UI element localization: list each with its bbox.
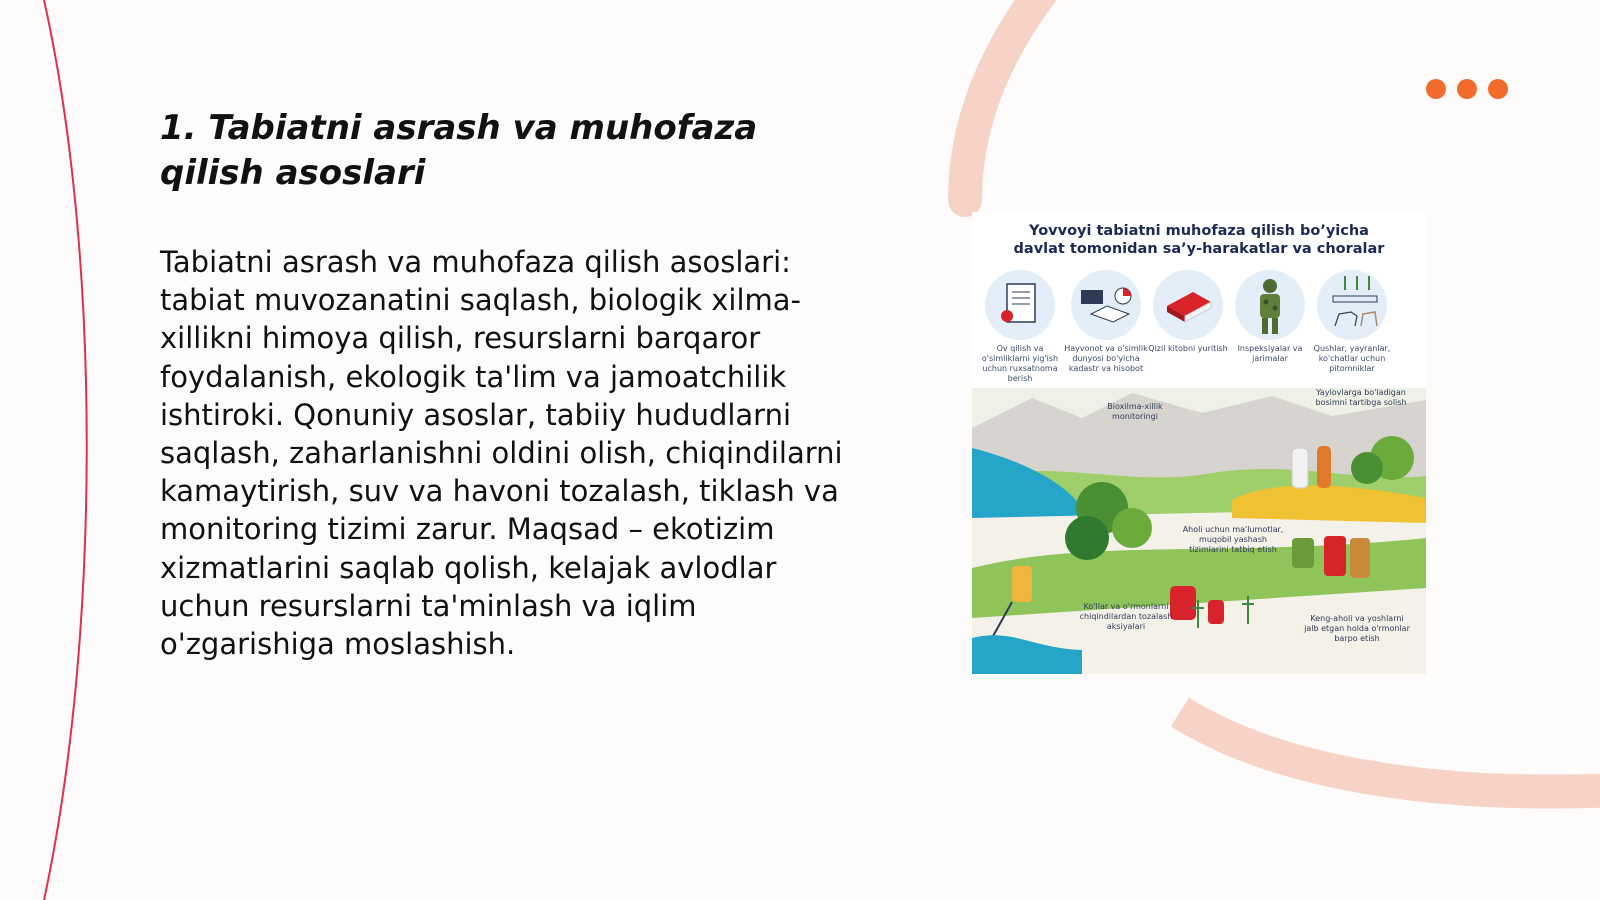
infographic-title-line-2: davlat tomonidan sa’y-harakatlar va choralar	[1013, 241, 1385, 257]
menu-dots	[1426, 79, 1508, 99]
dot-3	[1488, 79, 1508, 99]
icon-caption-permits: Ov qilish va o'simliklarni yig'ish uchun ruxsatnoma berish	[981, 344, 1059, 383]
infographic-title	[972, 222, 1426, 258]
dot-1	[1426, 79, 1446, 99]
icon-item-cadastre	[1062, 270, 1150, 374]
label-cleanup: Ko'llar va o'rmonlarni chiqindilardan tozalash aksiyalari	[1079, 602, 1173, 631]
icon-caption-nurseries: Qushlar, yayranlar, ko'chatlar uchun pitomniklar	[1313, 344, 1391, 373]
label-biodiversity: Bioxilma-xillik monitoringi	[1107, 402, 1163, 421]
dot-2	[1457, 79, 1477, 99]
wildlife-protection-infographic	[972, 212, 1426, 674]
permit-document-icon	[985, 270, 1055, 340]
icon-caption-cadastre: Hayvonot va o'simlik dunyosi bo'yicha kadastr va hisobot	[1064, 344, 1148, 373]
slide-body-text: Tabiatni asrash va muhofaza qilish asoslari: tabiat muvozanatini saqlash, biologik xilma-xillikni himoya qilish, resurslarni barqaror foydalanish, ekologik ta'lim va jamoatchilik ishtiroki. Qonuniy asoslar, tabiiy hududlarni saqlash, zaharlanishni oldini olish, chiqindilarni kamaytirish, suv va havoni tozalash, tiklash va monitoring tizimi zarur. Maqsad – ekotizim xizmatlarini saqlab qolish, kelajak avlodlar uchun resurslarni ta'minlash va iqlim o'zgarishiga moslashish.	[160, 245, 843, 662]
label-pastures: Yaylovlarga bo'ladigan bosimni tartibga solish	[1315, 388, 1407, 407]
nursery-icon	[1317, 270, 1387, 340]
left-curve-line	[44, 0, 87, 900]
icon-item-permits	[976, 270, 1064, 384]
inspector-icon	[1235, 270, 1305, 340]
icon-item-inspections	[1226, 270, 1314, 364]
icon-item-red-book	[1144, 270, 1232, 354]
icon-caption-red-book: Qizil kitobni yuritish	[1148, 344, 1228, 353]
bottom-arc	[1180, 712, 1600, 792]
slide-title: 1. Tabiatni asrash va muhofaza qilish asoslari	[160, 108, 758, 193]
label-volunteers: Keng-aholi va yoshlarni jalb etgan holda o'rmonlar barpo etish	[1304, 614, 1410, 643]
top-arc	[965, 0, 1043, 200]
label-locals: Aholi uchun ma'lumotlar, muqobil yashash tizimlarini tatbiq etish	[1182, 525, 1284, 554]
icon-item-nurseries	[1308, 270, 1396, 374]
infographic-title-line-1: Yovvoyi tabiatni muhofaza qilish bo’yicha	[1029, 223, 1369, 239]
cadastre-book-icon	[1071, 270, 1141, 340]
icon-caption-inspections: Inspeksiyalar va jarimalar	[1237, 344, 1303, 363]
red-book-icon	[1153, 270, 1223, 340]
